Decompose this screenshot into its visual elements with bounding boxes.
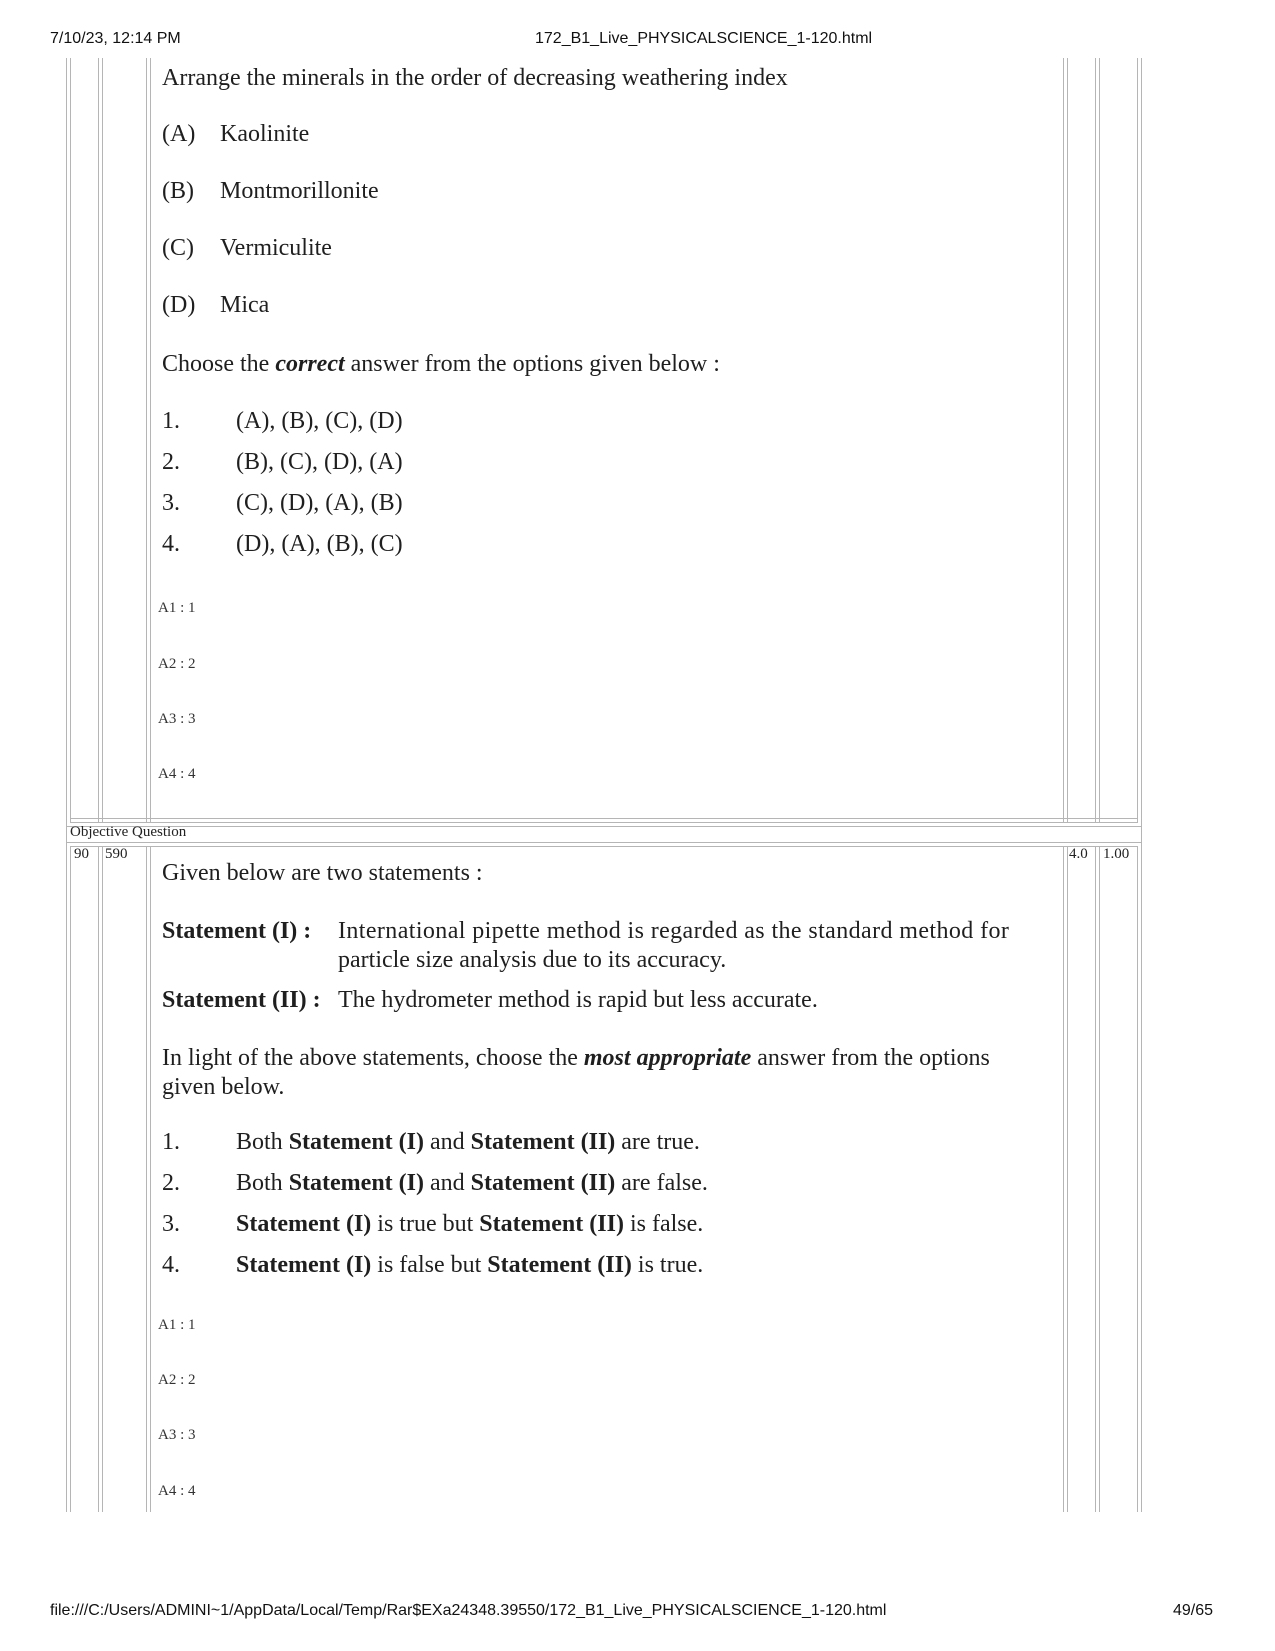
q1-item-label: (D) bbox=[162, 292, 196, 318]
q2-statement1-line1: International pipette method is regarded as the standard method for bbox=[338, 918, 1010, 944]
q2-option-num: 2. bbox=[162, 1170, 180, 1196]
q2-instruction: In light of the above statements, choose the most appropriate answer from the options given below. bbox=[162, 1045, 990, 1100]
q2-option-text: Statement (I) is false but Statement (II) is true. bbox=[236, 1252, 704, 1278]
q2-statement1-label: Statement (I) : bbox=[162, 918, 312, 944]
q1-item-text: Montmorillonite bbox=[220, 178, 379, 204]
q1-option-text: (B), (C), (D), (A) bbox=[236, 449, 403, 475]
q2-intro: Given below are two statements : bbox=[162, 860, 483, 886]
q1-answer-key: A2 : 2 bbox=[158, 656, 196, 672]
q2-option-text: Both Statement (I) and Statement (II) are false. bbox=[236, 1170, 708, 1196]
q2-statement2-label: Statement (II) : bbox=[162, 987, 321, 1013]
q2-option-text: Both Statement (I) and Statement (II) are true. bbox=[236, 1129, 700, 1155]
q1-answer-key: A3 : 3 bbox=[158, 711, 196, 727]
q1-option-text: (A), (B), (C), (D) bbox=[236, 408, 403, 434]
q2-answer-key: A3 : 3 bbox=[158, 1427, 196, 1443]
q1-answer-key: A4 : 4 bbox=[158, 766, 196, 782]
q2-statement1-text bbox=[338, 917, 1038, 975]
file-path: file:///C:/Users/ADMINI~1/AppData/Local/Temp/Rar$EXa24348.39550/172_B1_Live_PHYSICALSCIENCE_1-120.html bbox=[50, 1602, 887, 1619]
q2-statement1-line2: particle size analysis due to its accuracy. bbox=[338, 947, 727, 973]
q1-option-num: 1. bbox=[162, 408, 180, 434]
q1-option-text: (D), (A), (B), (C) bbox=[236, 531, 403, 557]
q2-serial: 90 bbox=[74, 846, 89, 862]
q1-stem: Arrange the minerals in the order of decreasing weathering index bbox=[162, 65, 788, 91]
q1-item-label: (C) bbox=[162, 235, 194, 261]
q1-answer-key: A1 : 1 bbox=[158, 600, 196, 616]
q1-item-label: (A) bbox=[162, 121, 196, 147]
print-datetime: 7/10/23, 12:14 PM bbox=[50, 30, 181, 47]
print-title: 172_B1_Live_PHYSICALSCIENCE_1-120.html bbox=[535, 30, 873, 47]
q1-option-num: 2. bbox=[162, 449, 180, 475]
q1-option-num: 3. bbox=[162, 490, 180, 516]
section-label: Objective Question bbox=[70, 824, 187, 840]
q1-item-text: Mica bbox=[220, 292, 270, 318]
q1-item-text: Vermiculite bbox=[220, 235, 332, 261]
q1-instruction: Choose the correct answer from the options given below : bbox=[162, 351, 720, 377]
q2-option-text: Statement (I) is true but Statement (II) is false. bbox=[236, 1211, 704, 1237]
q2-marks: 4.0 bbox=[1069, 846, 1088, 862]
q1-item-label: (B) bbox=[162, 178, 194, 204]
q2-answer-key: A1 : 1 bbox=[158, 1317, 196, 1333]
q2-answer-key: A4 : 4 bbox=[158, 1483, 196, 1499]
q1-item-text: Kaolinite bbox=[220, 121, 310, 147]
q2-option-num: 1. bbox=[162, 1129, 180, 1155]
q1-option-text: (C), (D), (A), (B) bbox=[236, 490, 403, 516]
page-number: 49/65 bbox=[1173, 1602, 1214, 1619]
q1-option-num: 4. bbox=[162, 531, 180, 557]
q2-question-id: 590 bbox=[105, 846, 128, 862]
q2-negative-marks: 1.00 bbox=[1103, 846, 1130, 862]
q2-option-num: 3. bbox=[162, 1211, 180, 1237]
q2-option-num: 4. bbox=[162, 1252, 180, 1278]
q2-answer-key: A2 : 2 bbox=[158, 1372, 196, 1388]
q2-statement2-text: The hydrometer method is rapid but less accurate. bbox=[338, 987, 818, 1013]
